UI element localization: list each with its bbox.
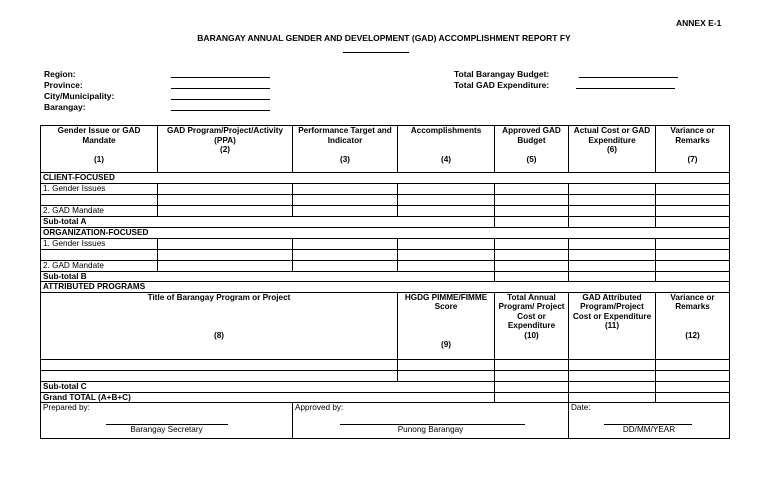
- header-variance-remarks: Variance or Remarks (12): [656, 292, 730, 359]
- table-row: [41, 184, 730, 195]
- header-total-annual-cost: Total Annual Program/ Project Cost or Expenditure (10): [495, 292, 569, 359]
- date-format: DD/MM/YEAR: [622, 424, 676, 434]
- annex-label: ANNEX E-1: [676, 18, 722, 28]
- total-budget-label: Total Barangay Budget:: [454, 69, 550, 79]
- region-label: Region:: [44, 69, 76, 79]
- table-row: [41, 359, 730, 370]
- row-label-gad-mandate: 2. GAD Mandate: [41, 206, 158, 217]
- table-row: [41, 206, 730, 217]
- total-budget-field[interactable]: [579, 77, 678, 78]
- date-line: [604, 424, 692, 425]
- approved-signature-line: [340, 424, 525, 425]
- subtotal-b-label: Sub-total B: [41, 271, 495, 282]
- fiscal-year-blank[interactable]: [343, 52, 409, 53]
- attributed-header-row: [41, 292, 730, 359]
- table-row: [41, 195, 730, 206]
- city-label: City/Municipality:: [44, 91, 115, 101]
- subtotal-c-row: [41, 381, 730, 392]
- grand-total-label: Grand TOTAL (A+B+C): [41, 392, 495, 403]
- header-gender-issue: Gender Issue or GAD Mandate (1): [41, 126, 158, 173]
- section-attributed-programs: ATTRIBUTED PROGRAMS: [41, 282, 730, 293]
- region-field[interactable]: [171, 77, 270, 78]
- header-hgdg-score: HGDG PIMME/FIMME Score (9): [398, 292, 495, 359]
- report-title: BARANGAY ANNUAL GENDER AND DEVELOPMENT (GAD) ACCOMPLISHMENT REPORT FY: [197, 33, 571, 43]
- header-actual-cost: Actual Cost or GAD Expenditure (6): [569, 126, 656, 173]
- header-program-title: Title of Barangay Program or Project (8): [41, 292, 398, 359]
- subtotal-a-label: Sub-total A: [41, 217, 495, 228]
- prepared-by-cell[interactable]: [41, 403, 293, 439]
- header-variance: Variance or Remarks (7): [656, 126, 730, 173]
- header-accomplishments: Accomplishments (4): [398, 126, 495, 173]
- barangay-field[interactable]: [171, 110, 270, 111]
- prepared-by-label: Prepared by:: [43, 403, 90, 412]
- section-organization-focused: ORGANIZATION-FOCUSED: [41, 227, 730, 238]
- prepared-role: Barangay Secretary: [130, 424, 203, 434]
- total-gad-label: Total GAD Expenditure:: [454, 80, 550, 90]
- row-label-gender-issues: 1. Gender Issues: [41, 184, 158, 195]
- province-label: Province:: [44, 80, 83, 90]
- prepared-signature-line: [106, 424, 228, 425]
- barangay-label: Barangay:: [44, 102, 86, 112]
- city-field[interactable]: [171, 99, 270, 100]
- approved-by-label: Approved by:: [295, 403, 344, 412]
- gad-report-table: [40, 125, 730, 439]
- subtotal-c-label: Sub-total C: [41, 381, 495, 392]
- header-ppa: GAD Program/Project/Activity (PPA) (2): [158, 126, 293, 173]
- row-label-gender-issues: 1. Gender Issues: [41, 238, 158, 249]
- header-performance: Performance Target and Indicator (3): [293, 126, 398, 173]
- date-cell[interactable]: [569, 403, 730, 439]
- table-row: [41, 370, 730, 381]
- date-label: Date:: [571, 403, 591, 412]
- table-row: [41, 249, 730, 260]
- section-client-focused: CLIENT-FOCUSED: [41, 173, 730, 184]
- table-row: [41, 260, 730, 271]
- subtotal-b-row: [41, 271, 730, 282]
- row-label-gad-mandate: 2. GAD Mandate: [41, 260, 158, 271]
- province-field[interactable]: [171, 88, 270, 89]
- header-gad-attributed-cost: GAD Attributed Program/Project Cost or Expenditure (11): [569, 292, 656, 359]
- approved-by-cell[interactable]: [293, 403, 569, 439]
- table-row: [41, 238, 730, 249]
- header-row: [41, 126, 730, 173]
- header-approved-budget: Approved GAD Budget (5): [495, 126, 569, 173]
- signature-row: [41, 403, 730, 439]
- grand-total-row: [41, 392, 730, 403]
- approved-role: Punong Barangay: [397, 424, 464, 434]
- subtotal-a-row: [41, 217, 730, 228]
- total-gad-field[interactable]: [576, 88, 675, 89]
